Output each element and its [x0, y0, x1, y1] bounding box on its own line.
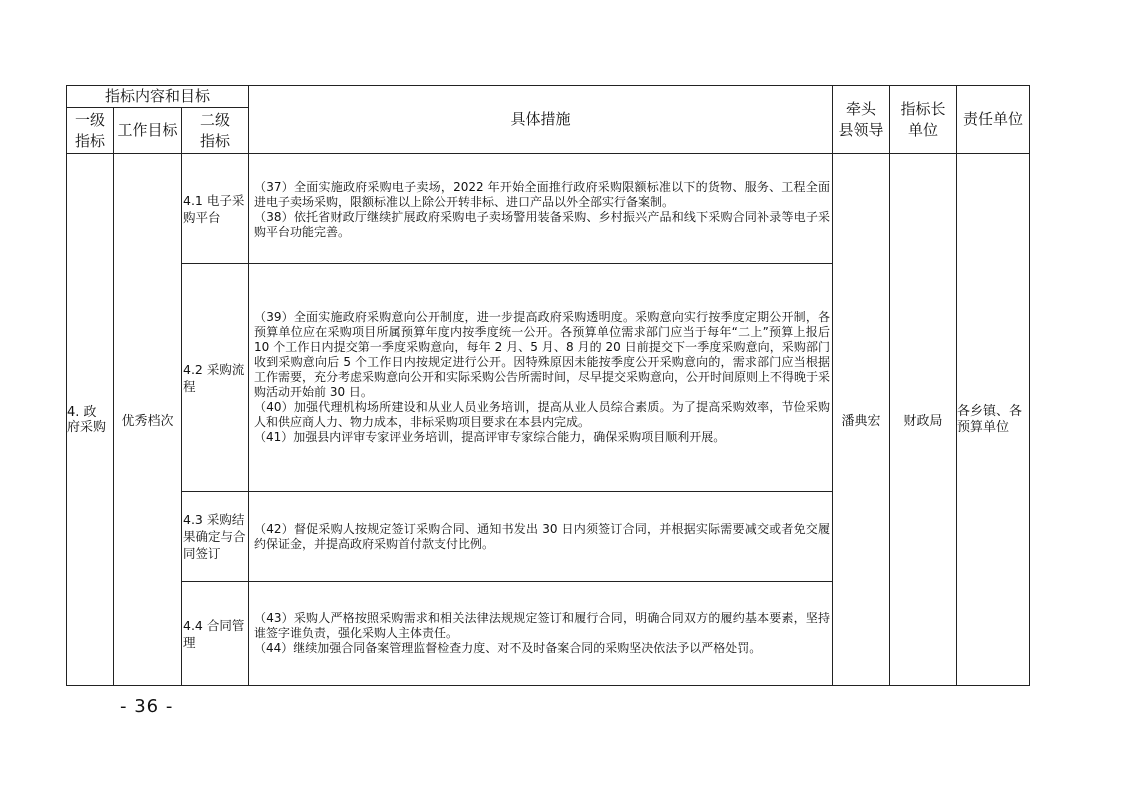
- measure-item: （39）全面实施政府采购意向公开制度，进一步提高政府采购透明度。采购意向实行按季度定期公开制，各预算单位应在采购项目所属预算年度内按季度统一公开。各预算单位需求部门应当于每年“二上”预算上报后 10 个工作日内提交第一季度采购意向，每年 2 月、5 月、8 月的 20 日前提交下一季度采购意向，采购部门收到采购意向后 5 个工作日内按规定进行公开。因特殊原因未能按季度公开采购意向的，需求部门应当根据工作需要，充分考虑采购意向公开和实际采购公告所需时间，尽早提交采购意向，公开时间原则上不得晚于采购活动开始前 30 日。: [254, 310, 831, 399]
- level2-indicator: 4.3 采购结果确定与合同签订: [182, 492, 249, 582]
- level2-indicator: 4.2 采购流程: [182, 264, 249, 492]
- measure-item: （37）全面实施政府采购电子卖场，2022 年开始全面推行政府采购限额标准以下的货物、服务、工程全面进电子卖场采购，限额标准以上除公开转非标、进口产品以外全部实行备案制。: [254, 180, 831, 209]
- lead-leader: 潘典宏: [833, 154, 890, 686]
- measures-cell: [249, 264, 833, 492]
- chief-unit: 财政局: [890, 154, 957, 686]
- measures-cell: [249, 582, 833, 686]
- header-responsible: 责任单位: [957, 86, 1030, 154]
- level2-indicator: 4.1 电子采购平台: [182, 154, 249, 264]
- header-level1: 一级 指标: [67, 108, 114, 154]
- measure-item: （41）加强县内评审专家评业务培训，提高评审专家综合能力，确保采购项目顺利开展。: [254, 430, 726, 444]
- level2-indicator: 4.4 合同管理: [182, 582, 249, 686]
- level1-indicator: 4. 政 府采购: [67, 154, 114, 686]
- measures-cell: [249, 492, 833, 582]
- page-number: - 36 -: [120, 696, 174, 717]
- responsible-units: 各乡镇、各预算单位: [957, 154, 1030, 686]
- header-goal: 工作目标: [114, 108, 182, 154]
- work-goal: 优秀档次: [114, 154, 182, 686]
- measures-cell: [249, 154, 833, 264]
- header-level2: 二级 指标: [182, 108, 249, 154]
- header-chief-unit: 指标长 单位: [890, 86, 957, 154]
- header-measures: 具体措施: [249, 86, 833, 154]
- measure-item: （44）继续加强合同备案管理监督检查力度、对不及时备案合同的采购坚决依法予以严格处罚。: [254, 641, 762, 655]
- header-group-title: 指标内容和目标: [67, 86, 249, 108]
- measure-item: （43）采购人严格按照采购需求和相关法律法规规定签订和履行合同，明确合同双方的履约基本要素，坚持谁签字谁负责，强化采购人主体责任。: [254, 611, 831, 640]
- indicator-table: [66, 85, 1030, 686]
- measure-item: （40）加强代理机构场所建设和从业人员业务培训，提高从业人员综合素质。为了提高采购效率，节俭采购人和供应商人力、物力成本，非标采购项目要求在本县内完成。: [254, 400, 831, 429]
- header-leader: 牵头 县领导: [833, 86, 890, 154]
- measure-item: （42）督促采购人按规定签订采购合同、通知书发出 30 日内须签订合同，并根据实际需要减交或者免交履约保证金，并提高政府采购首付款支付比例。: [254, 521, 831, 551]
- measure-item: （38）依托省财政厅继续扩展政府采购电子卖场警用装备采购、乡村振兴产品和线下采购合同补录等电子采购平台功能完善。: [254, 210, 831, 239]
